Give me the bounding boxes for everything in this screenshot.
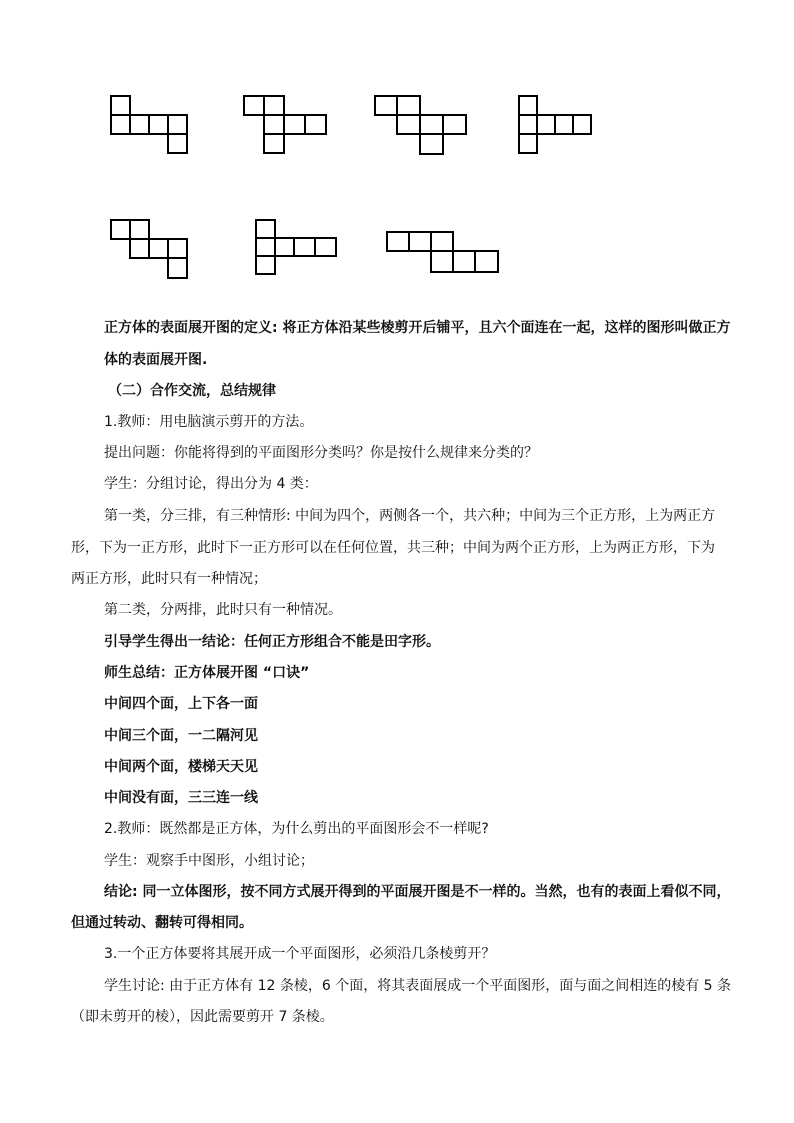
- conclusion-line-1: 结论: 同一立体图形，按不同方式展开得到的平面展开图是不一样的。当然，也有的表面上看似不同，: [104, 884, 731, 900]
- cube-net-2: [244, 96, 326, 153]
- cube-net-4: [519, 96, 591, 153]
- rhyme-line-3: 中间两个面，楼梯天天见: [104, 759, 258, 775]
- cube-net-5: [111, 220, 187, 278]
- paragraph-question-3: 3.一个正方体要将其展开成一个平面图形，必须沿几条棱剪开？: [104, 946, 496, 962]
- paragraph-answer-line-2: （即未剪开的棱），因此需要剪开 7 条棱。: [71, 1009, 334, 1025]
- cube-net-1: [111, 96, 187, 153]
- paragraph-student-discuss: 学生：分组讨论，得出分为 4 类：: [104, 476, 318, 492]
- paragraph-class-one-line-2: 形，下为一正方形，此时下一正方形可以在任何位置，共三种；中间为两个正方形，上为两正方形，下为: [71, 540, 715, 556]
- cube-net-6: [256, 220, 336, 274]
- definition-line-2: 体的表面展开图.: [104, 352, 208, 368]
- rhyme-line-1: 中间四个面，上下各一面: [104, 696, 258, 712]
- paragraph-class-one-line-1: 第一类，分三排，有三种情形: 中间为四个，两侧各一个，共六种；中间为三个正方形，上为两正方: [104, 508, 716, 524]
- paragraph-teacher-demo: 1.教师：用电脑演示剪开的方法。: [104, 414, 314, 430]
- definition-line-1: 正方体的表面展开图的定义: 将正方体沿某些棱剪开后铺平，且六个面连在一起，这样的图形叫做正方: [104, 320, 731, 336]
- paragraph-teacher-question-2: 2.教师：既然都是正方体，为什么剪出的平面图形会不一样呢?: [104, 821, 489, 837]
- rhyme-line-2: 中间三个面，一二隔河见: [104, 728, 258, 744]
- paragraph-guide-conclusion: 引导学生得出一结论：任何正方形组合不能是田字形。: [104, 634, 440, 650]
- paragraph-answer-line-1: 学生讨论: 由于正方体有 12 条棱，6 个面，将其表面展成一个平面图形，面与面之间相连的棱有 5 条: [104, 978, 732, 994]
- paragraph-question: 提出问题：你能将得到的平面图形分类吗？你是按什么规律来分类的？: [104, 445, 538, 461]
- paragraph-class-one-line-3: 两正方形，此时只有一种情况；: [71, 571, 267, 587]
- conclusion-line-2: 但通过转动、翻转可得相同。: [71, 915, 253, 931]
- rhyme-line-4: 中间没有面，三三连一线: [104, 790, 258, 806]
- paragraph-student-observe: 学生：观察手中图形，小组讨论；: [104, 853, 314, 869]
- cube-net-7: [387, 232, 498, 272]
- section-title: （二）合作交流，总结规律: [108, 383, 276, 399]
- cube-net-3: [375, 96, 466, 154]
- cube-nets-figure: [0, 0, 794, 300]
- paragraph-class-two: 第二类，分两排，此时只有一种情况。: [104, 602, 342, 618]
- paragraph-summary-rhyme: 师生总结：正方体展开图 “口诀”: [104, 665, 310, 681]
